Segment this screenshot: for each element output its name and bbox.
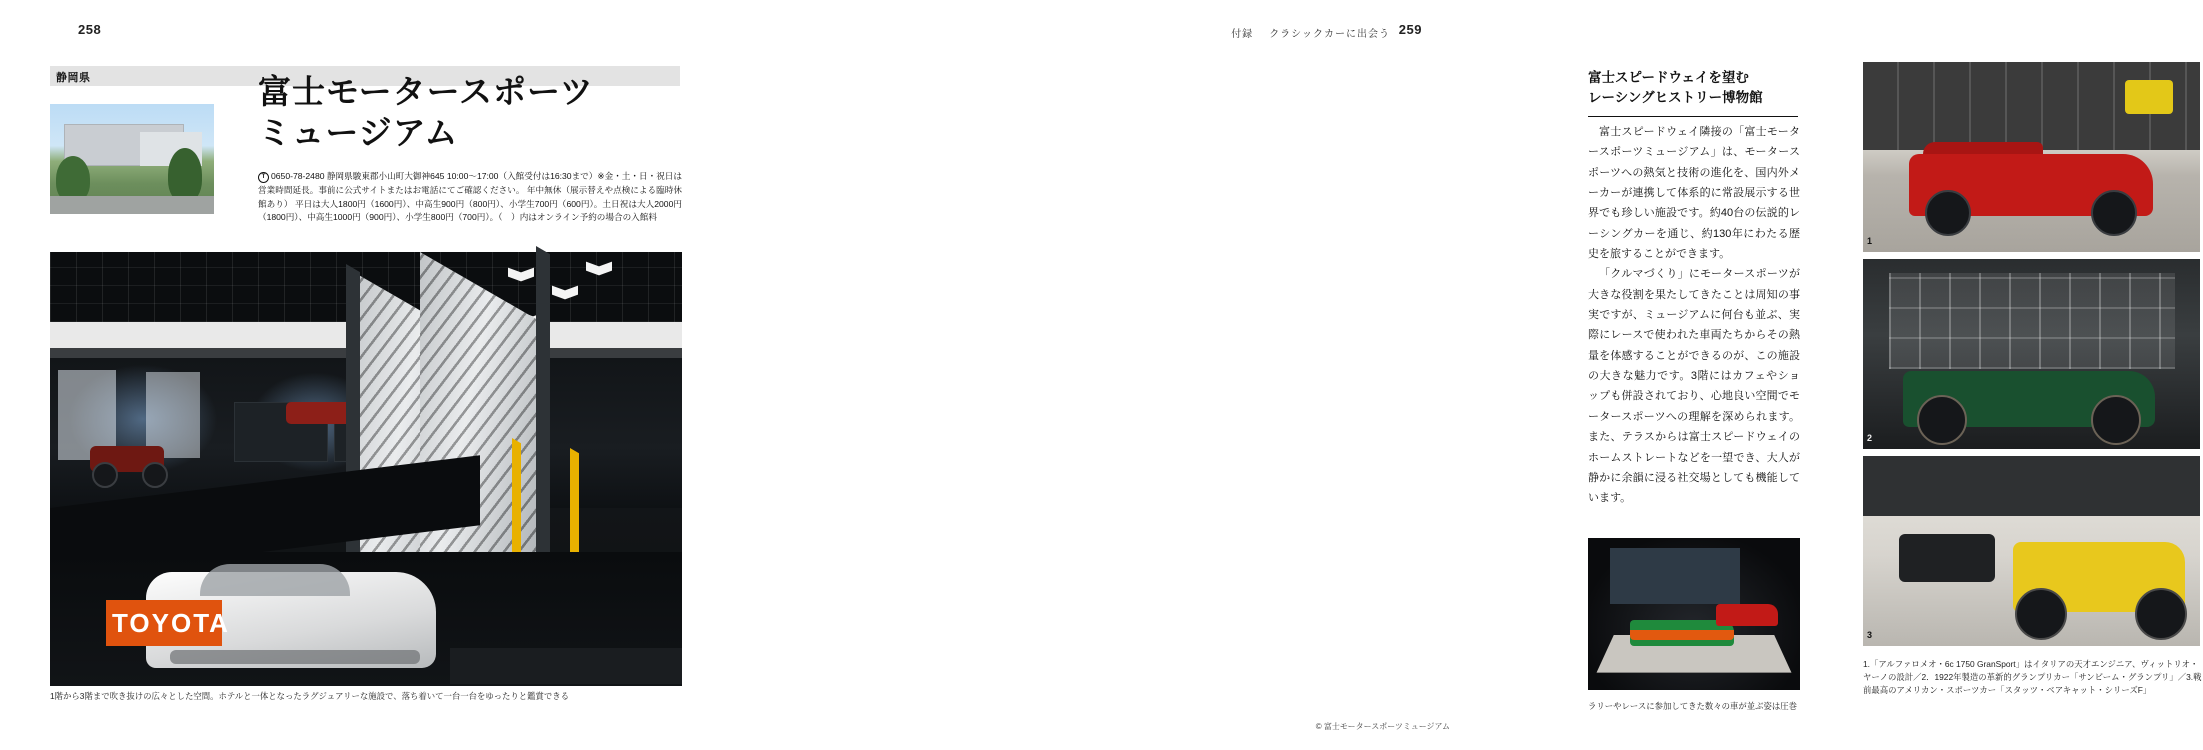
photo-number-1: 1 (1867, 236, 1873, 246)
photo-wall-display (1863, 456, 2200, 516)
bird-sculpture (586, 264, 612, 274)
wall-screen (1610, 548, 1740, 604)
window-wall (1889, 273, 2175, 369)
car-canopy (200, 564, 350, 596)
left-photo-caption: 1階から3階まで吹き抜けの広々とした空間。ホテルと一体となったラグジュアリーな施設で、落ち着いて一台一台をゆったりと鑑賞できる (50, 691, 570, 701)
page-title-line-1: 富士モータースポーツ (258, 72, 594, 111)
right-photo-column (1863, 62, 2200, 653)
body-paragraph-2: 「クルマづくり」にモータースポーツが大きな役割を果たしてきたことは周知の事実ですが、ミュージアムに何台も並ぶ、実際にレースで使われた車両たちからその熱量を体感することができるのが、この施設の大きな魅力です。3階にはカフェやショップも併設されており、心地良い空間でモータースポーツへの理解を深められます。また、テラスからは富士スピードウェイのホームストレートなどを一望でき、大人が静かに余韻に浸る社交場としても機能しています。 (1588, 268, 1800, 505)
middle-photo-caption: ラリーやレースに参加してきた数々の車が並ぶ姿は圧巻 (1588, 701, 1797, 711)
car-wheel (2135, 588, 2187, 640)
article-body (1588, 122, 1800, 505)
subhead-line-2: レーシングヒストリー博物館 (1588, 90, 1763, 106)
running-head (1231, 25, 1390, 40)
car-wheel (1925, 190, 1971, 236)
subhead-line-1: 富士スピードウェイを望む (1588, 70, 1749, 85)
page-title (258, 72, 678, 154)
car-wheel (142, 462, 168, 488)
folio-right: 259 (1398, 22, 1422, 37)
photo-number-3: 3 (1867, 630, 1873, 640)
photo-number-2: 2 (1867, 433, 1873, 443)
floor-reflection (450, 648, 682, 684)
right-page (750, 0, 2202, 750)
body-paragraph-1: 富士スピードウェイ隣接の「富士モータースポーツミュージアム」は、モータースポーツへの熱気と技術の進化を、国内外メーカーが連携して体系的に常設展示する世界でも珍しい施設です。約40台の伝説的レーシングカーを通じ、約130年にわたる歴史を旅することができます。 (1588, 126, 1800, 261)
bird-sculpture (508, 270, 534, 280)
article-subhead (1588, 68, 1798, 117)
group-c-racecar-photo (1588, 538, 1800, 690)
car-wheel (92, 462, 118, 488)
venue-info-text (258, 170, 682, 225)
exterior-thumbnail-photo (50, 104, 214, 214)
car-wheel (2091, 190, 2137, 236)
phone-icon: T (258, 172, 269, 183)
toyota-sign: TOYOTA (106, 600, 222, 646)
car-wheel (2015, 588, 2067, 640)
red-racecar (1716, 604, 1778, 626)
folio-left: 258 (78, 22, 102, 37)
left-page (0, 0, 750, 750)
venue-info-body: 0650-78-2480 静岡県駿東郡小山町大御神645 10:00～17:00（入館受付は16:30まで）※金・土・日・祝日は営業時間延長。事前に公式サイトまたはお電話にてご確認ください。 年中無休（展示替えや点検による臨時休館あり） 平日は大人1800円（1600円）、中高生900円（800円）、小学生700円（600円）。土日祝は大人2000円（1800円）、中高生1000円（900円）、小学生800円（700円）。（ ）内はオンライン予約の場合の入館料 (258, 171, 682, 223)
car-wheel (1917, 395, 1967, 445)
escalator-handrail (536, 246, 550, 574)
thumb-road (50, 196, 214, 214)
racecar-livery-stripe (1630, 630, 1734, 640)
page-title-line-2: ミュージアム (258, 112, 459, 152)
running-head-category: 付録 (1231, 29, 1254, 40)
background-yellow-car (2125, 80, 2173, 114)
background-dark-car (1899, 534, 1995, 582)
car-wheel (2091, 395, 2141, 445)
photo-green-sunbeam (1863, 259, 2200, 449)
interior-hero-photo (50, 252, 682, 684)
photo-red-alfa-romeo (1863, 62, 2200, 252)
running-head-section: クラシックカーに出会う (1269, 29, 1390, 40)
photo-credit: © 富士モータースポーツミュージアム (1315, 722, 1450, 731)
photo-yellow-stutz (1863, 456, 2200, 646)
bird-sculpture (552, 288, 578, 298)
thumb-tree (168, 148, 202, 202)
right-photo-caption: 1.「アルファロメオ・6c 1750 GranSport」はイタリアの天才エンジニア、ヴィットリオ・ヤーノの設計／2．1922年製造の革新的グランプリカー「サンビーム・グランプリ」／3.戦前最高のアメリカン・スポーツカー「スタッツ・ベアキャット・シリーズF」 (1863, 659, 2202, 696)
car-shadow (170, 650, 420, 664)
prefecture-label: 静岡県 (56, 72, 91, 84)
